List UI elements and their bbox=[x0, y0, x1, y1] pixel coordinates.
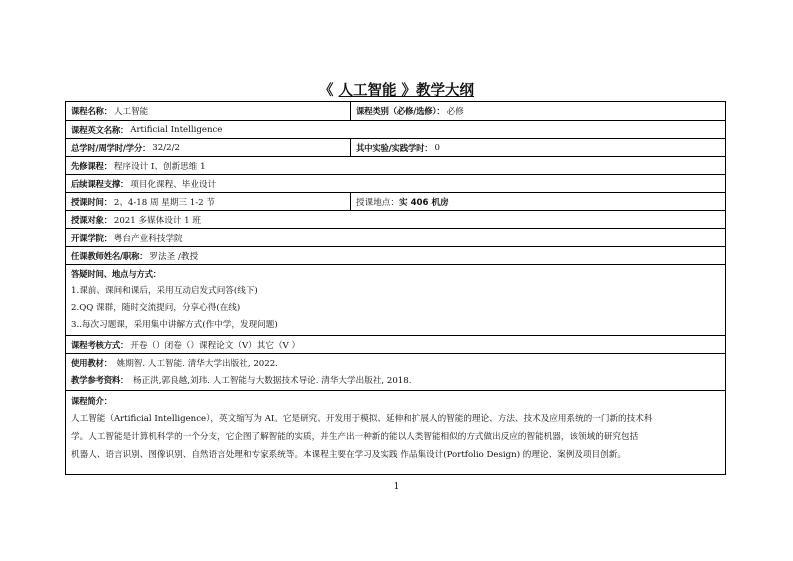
course-name-value: 人工智能 bbox=[113, 107, 149, 117]
college-label: 开课学院： bbox=[71, 232, 112, 243]
qa-item: 2.QQ 课群，随时交流提问，分享心得(在线) bbox=[71, 303, 241, 313]
qa-heading-line bbox=[71, 266, 278, 283]
course-name-label: 课程名称： bbox=[71, 106, 112, 116]
qa-label: 答疑时间、地点与方式： bbox=[71, 269, 161, 279]
intro-paragraph-line: 人工智能（Artificial Intelligence），英文缩写为 AI。它是研究、开发用于模拟、延伸和扩展人的智能的理论、方法、技术及应用系统的一门新的技术科 bbox=[71, 414, 653, 424]
row-follow-up bbox=[66, 174, 725, 192]
hours-cell bbox=[66, 139, 351, 156]
qa-item: 1.课前、课间和课后，采用互动启发式问答(线下) bbox=[71, 286, 258, 296]
row-teacher bbox=[66, 246, 725, 264]
schedule-label: 授课时间： bbox=[71, 196, 112, 207]
row-english-name bbox=[66, 120, 725, 138]
prerequisites-value: 程序设计 I、创新思维 1 bbox=[113, 161, 206, 172]
schedule-cell bbox=[66, 193, 351, 210]
intro-label: 课程简介： bbox=[71, 396, 112, 406]
intro-cell bbox=[66, 391, 657, 474]
row-qa bbox=[66, 264, 725, 335]
textbook-value: 姚期智. 人工智能. 清华大学出版社, 2022. bbox=[116, 359, 278, 369]
row-schedule bbox=[66, 192, 725, 210]
row-audience bbox=[66, 210, 725, 228]
follow-up-label: 后续课程支撑： bbox=[71, 178, 129, 189]
hours-value: 32/2/2 bbox=[152, 142, 180, 153]
syllabus-table bbox=[65, 101, 726, 475]
row-course-name bbox=[66, 102, 725, 120]
textbook-label: 使用教材： bbox=[71, 358, 112, 368]
lab-hours-label: 其中实验/实践学时： bbox=[356, 142, 433, 153]
page-title bbox=[0, 83, 793, 100]
lab-hours-value: 0 bbox=[434, 142, 440, 153]
intro-paragraph-line: 学。人工智能是计算机科学的一个分支，它企图了解智能的实质，并生产出一种新的能以人类智能相似的方式做出反应的智能机器，该领域的研究包括 bbox=[71, 432, 639, 442]
location-cell bbox=[351, 193, 725, 210]
audience-cell bbox=[66, 211, 725, 228]
prerequisites-cell bbox=[66, 157, 725, 174]
materials-cell bbox=[66, 354, 416, 390]
teacher-cell bbox=[66, 247, 725, 264]
page-number: 1 bbox=[393, 482, 400, 492]
references-value: 杨正洪,郭良越,刘玮. 人工智能与大数据技术导论. 清华大学出版社, 2018. bbox=[132, 376, 412, 386]
row-materials bbox=[66, 353, 725, 390]
course-type-cell bbox=[351, 102, 725, 120]
qa-item: 3..每次习题课，采用集中讲解方式(作中学，发现问题) bbox=[71, 320, 278, 330]
college-value: 粤台产业科技学院 bbox=[113, 233, 183, 244]
audience-value: 2021 多媒体设计 1 班 bbox=[113, 215, 201, 226]
follow-up-cell bbox=[66, 175, 725, 192]
prerequisites-label: 先修课程： bbox=[71, 160, 112, 171]
title-suffix: 》教学大纲 bbox=[396, 83, 475, 99]
title-prefix: 《 bbox=[318, 83, 339, 99]
hours-label: 总学时/周学时/学分： bbox=[71, 142, 151, 153]
location-value: 实 406 机房 bbox=[398, 197, 449, 208]
english-name-value: Artificial Intelligence bbox=[130, 124, 223, 135]
references-line bbox=[71, 372, 411, 389]
teacher-value: 罗法圣 /教授 bbox=[149, 251, 199, 262]
audience-label: 授课对象： bbox=[71, 214, 112, 225]
textbook-line bbox=[71, 355, 411, 372]
row-assessment bbox=[66, 335, 725, 353]
assessment-label: 课程考核方式： bbox=[71, 339, 129, 350]
references-label: 教学参考资料： bbox=[71, 375, 129, 385]
english-name-label: 课程英文名称： bbox=[71, 124, 129, 135]
schedule-value: 2、4-18 周 星期三 1-2 节 bbox=[113, 197, 215, 208]
course-type-label: 课程类别（必修/选修）： bbox=[356, 106, 445, 116]
teacher-label: 任课教师姓名/职称： bbox=[71, 250, 148, 261]
course-type-value: 必修 bbox=[446, 107, 464, 117]
row-college bbox=[66, 228, 725, 246]
assessment-cell bbox=[66, 336, 725, 353]
follow-up-value: 项目化课程、毕业设计 bbox=[130, 179, 217, 190]
location-label: 授课地点： bbox=[356, 197, 399, 208]
lab-hours-cell bbox=[351, 139, 725, 156]
intro-heading-line bbox=[71, 392, 652, 410]
title-course-name: 人工智能 bbox=[338, 83, 397, 99]
english-name-cell bbox=[66, 121, 725, 138]
row-prerequisites bbox=[66, 156, 725, 174]
college-cell bbox=[66, 229, 725, 246]
row-intro bbox=[66, 390, 725, 474]
assessment-value: 开卷（）闭卷（）课程论文（V）其它（V ） bbox=[130, 340, 301, 351]
course-name-cell bbox=[66, 102, 351, 120]
qa-cell bbox=[66, 265, 283, 335]
row-hours bbox=[66, 138, 725, 156]
intro-paragraph-line: 机器人、语言识别、图像识别、自然语言处理和专家系统等。本课程主要在学习及实践 作品集设计(Portfolio Design) 的理论、案例及项目创新。 bbox=[71, 450, 626, 460]
